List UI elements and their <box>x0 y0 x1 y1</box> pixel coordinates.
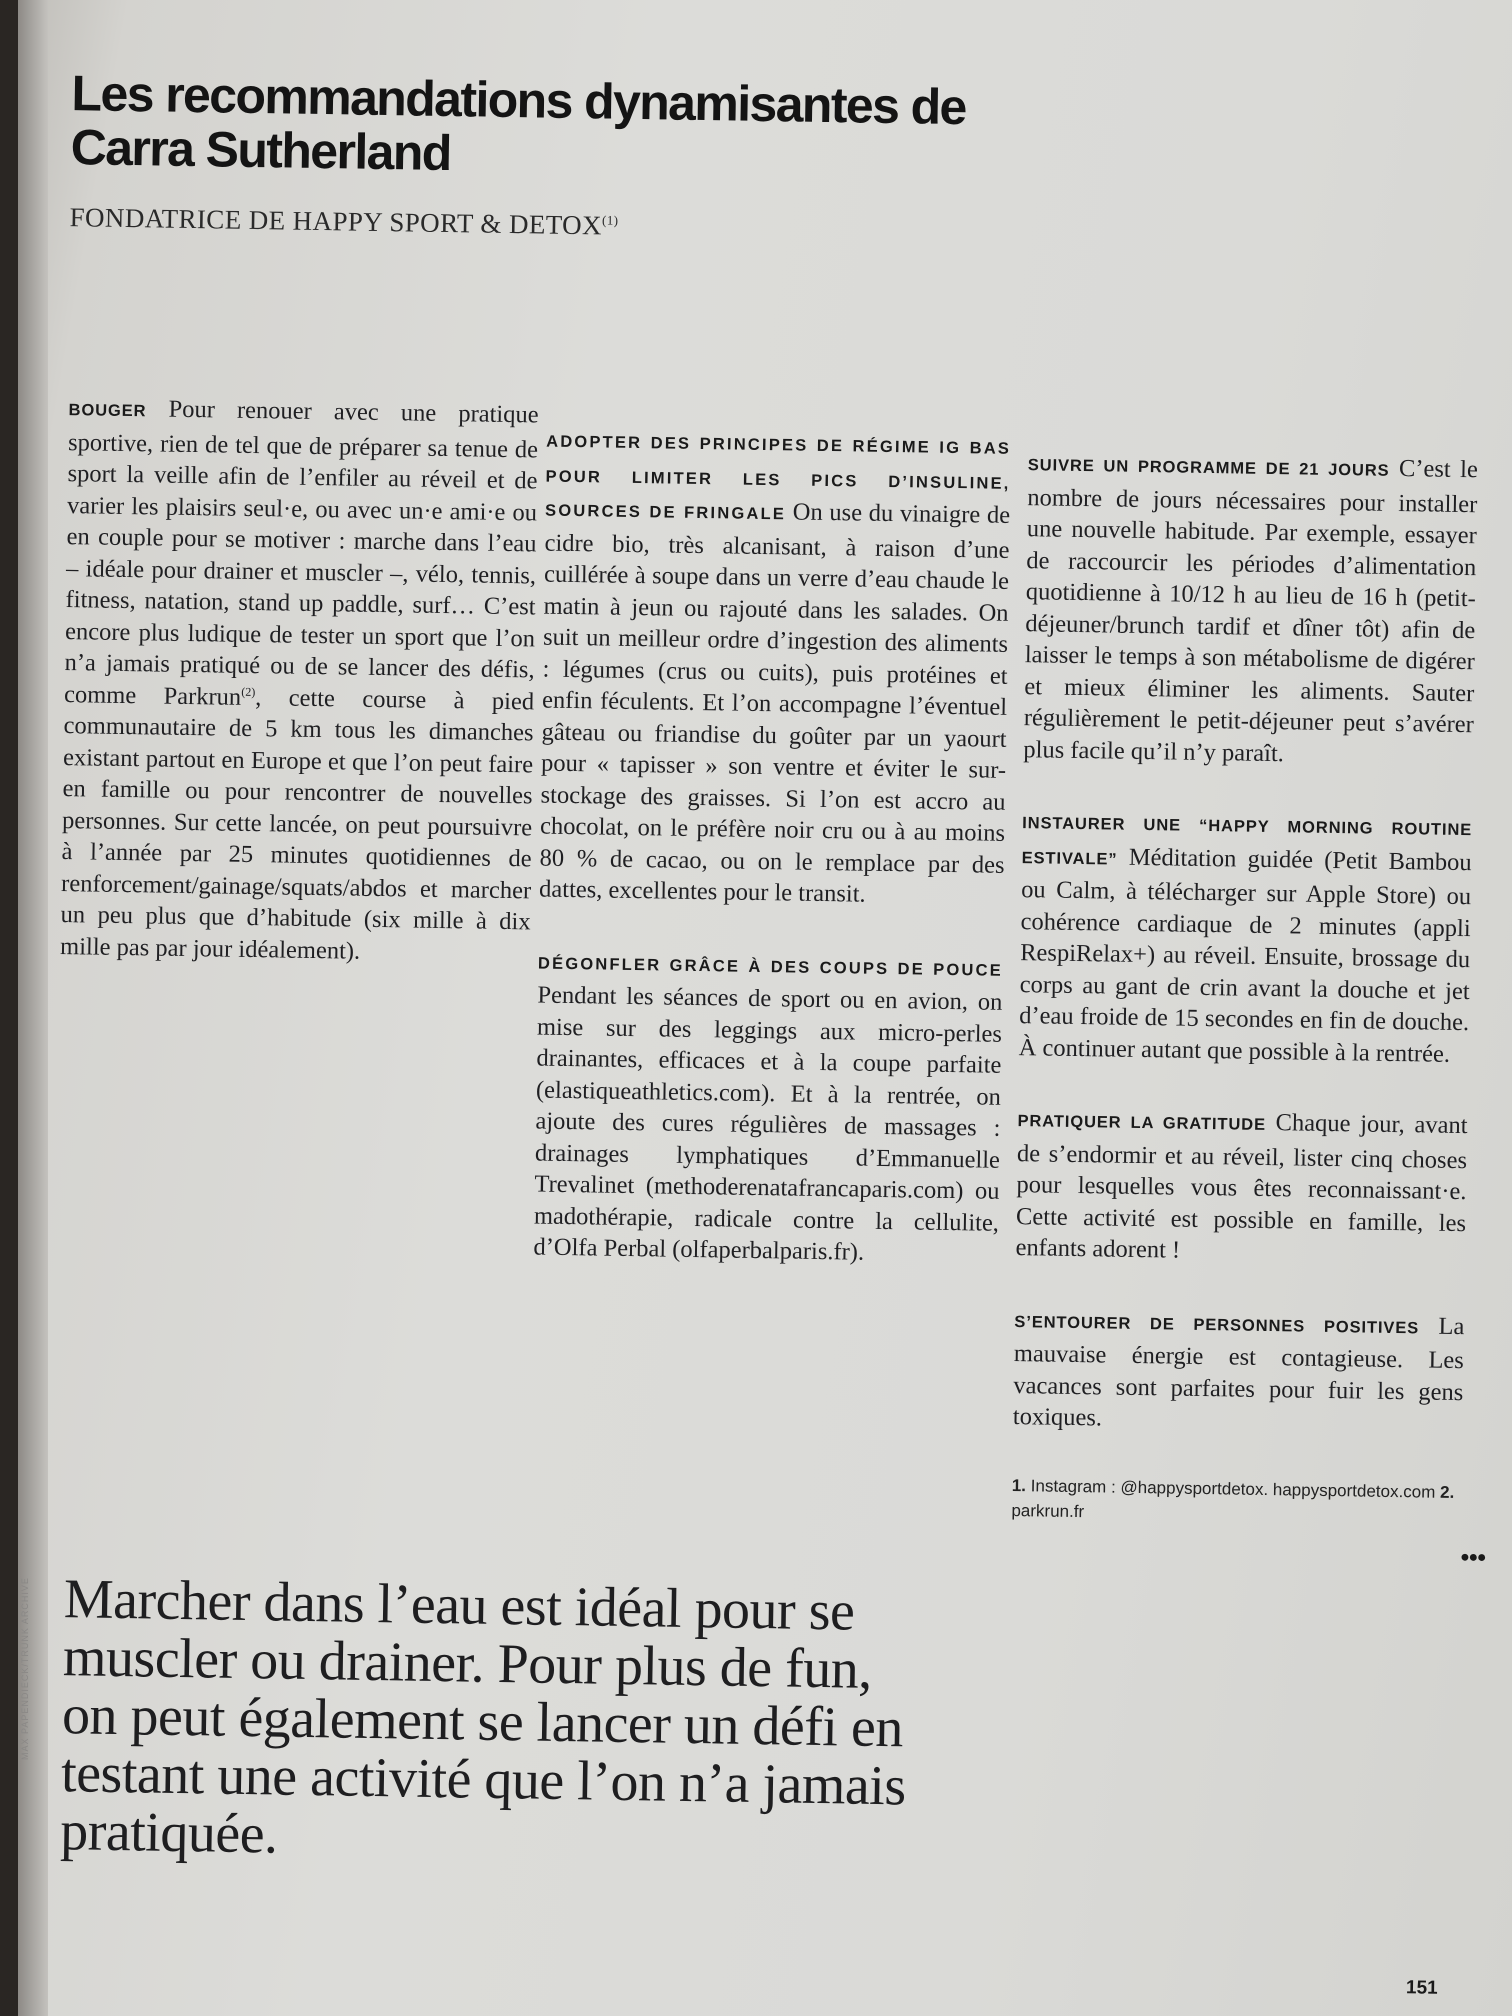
footnotes <box>1011 1473 1462 1530</box>
section-lead: BOUGER <box>68 401 147 421</box>
photo-credit: MAX PAPENDIECK/TRUNK ARCHIVE <box>20 1577 30 1760</box>
section-regime-ig-bas <box>539 424 1012 913</box>
article-subtitle <box>69 202 969 247</box>
section-text: Pour renouer avec une pratique sportive, rien de tel que de préparer sa tenue de sport la veille afin de l’enfiler au réveil et de varier les plaisirs seul·e, ou avec un·e ami·e ou en couple pour se motiver : marche dans l’eau – idéale pour drainer et muscler –, vélo, tennis, fitness, natation, stand up paddle, surf… C’est encore plus ludique de tester un sport que l’on n’a jamais pratiqué ou de se lancer des défis, comme Parkrun <box>63 395 539 711</box>
section-text: Chaque jour, avant de s’endormir et au réveil, lister cinq choses pour lesquelles vous êtes reconnaissant·e. Cette activité est possible en famille, les enfants adorent ! <box>1015 1108 1468 1264</box>
section-programme-21-jours <box>1023 447 1478 772</box>
section-personnes-positives <box>1013 1304 1465 1440</box>
section-text: Méditation guidée (Petit Bambou ou Calm, à télécharger sur Apple Store) ou cohérence cardiaque de 2 minutes (appli RespiRelax+) au réveil. Ensuite, brossage du corps au gant de crin avant la douche et jet d’eau froide de 15 secondes en fin de douche. À continuer autant que possible à la rentrée. <box>1018 843 1472 1068</box>
pull-quote: Marcher dans l’eau est idéal pour se muscler ou drainer. Pour plus de fun, on peut également se lancer un défi en testant une activité que l’on n’a jamais pratiquée. <box>59 1568 907 1866</box>
footnote-text: parkrun.fr <box>1011 1500 1085 1521</box>
section-morning-routine <box>1018 805 1472 1070</box>
section-degonfler <box>533 945 1003 1270</box>
magazine-page <box>18 0 1512 2016</box>
section-lead: DÉGONFLER GRÂCE À DES COUPS DE POUCE <box>537 954 1004 980</box>
section-lead: PRATIQUER LA GRATITUDE <box>1017 1112 1267 1134</box>
section-lead: S’ENTOURER DE PERSONNES POSITIVES <box>1014 1312 1420 1337</box>
subtitle-text: FONDATRICE DE HAPPY SPORT & DETOX <box>69 202 603 241</box>
footnote-number: 2. <box>1439 1482 1455 1502</box>
footnote-marker: (2) <box>241 684 256 699</box>
section-text: C’est le nombre de jours nécessaires pour installer une nouvelle habitude. Par exemple, essayer de raccourcir les périodes d’alimentation quotidienne à 10/12 h au lieu de 16 h (petit-déjeuner/brunch tardif et dîner tôt) afin de laisser le temps à son métabolisme de digérer et mieux éliminer les aliments. Sauter régulièrement le petit-déjeuner peut s’avérer plus facile qu’il n’y paraît. <box>1023 454 1479 767</box>
article <box>36 66 1506 2016</box>
article-headline: Les recommandations dynamisantes de Carra Sutherland <box>70 65 967 182</box>
section-text: , cette course à pied communautaire de 5 km tous les dimanches existant partout en Europe et que l’on peut faire en famille ou pour rencontrer de nouvelles personnes. Sur cette lancée, on peut poursuivre à l’année par 25 minutes quotidiennes de renforcement/gainage/squats/abdos et marcher un peu plus que d’habitude (six mille à dix mille pas par jour idéalement). <box>59 683 535 965</box>
column-1 <box>59 392 539 1009</box>
column-2 <box>533 424 1012 1311</box>
section-text: Pendant les séances de sport ou en avion, on mise sur des leggings aux micro-perles drainantes, efficaces et à la coupe parfaite (elastiqueathletics.com). Et à la rentrée, on ajoute des cures régulières de massages : drainages lymphatiques d’Emmanuelle Trevalinet (methoderenatafrancaparis.com) ou madothérapie, radicale contre la cellulite, d’Olfa Perbal (olfaperbalparis.fr). <box>533 981 1003 1266</box>
section-lead: SUIVRE UN PROGRAMME DE 21 JOURS <box>1027 456 1390 480</box>
subtitle-footnote-marker: (1) <box>601 212 619 228</box>
footnote-text: Instagram : @happysportdetox. happysportdetox.com <box>1025 1475 1441 1502</box>
column-3 <box>1011 447 1478 1569</box>
section-gratitude <box>1015 1103 1467 1271</box>
section-text: La mauvaise énergie est contagieuse. Les vacances sont parfaites pour fuir les gens toxiques. <box>1012 1311 1465 1432</box>
continued-marker: ••• <box>1460 1544 1487 1572</box>
page-number: 151 <box>1405 1977 1438 1999</box>
section-text: On use du vinaigre de cidre bio, très alcanisant, à raison d’une cuillérée à soupe dans un verre d’eau chaude le matin à jeun ou rajouté dans les salades. On suit un meilleur ordre d’ingestion des aliments : légumes (crus ou cuits), puis protéines et enfin féculents. Et l’on accompagne l’éventuel gâteau ou friandise du goûter par un yaourt pour « tapisser » son ventre et éviter le sur-stockage des graisses. Si l’on est accro au chocolat, on le préfère noir cru ou à au moins 80 % de cacao, ou on le remplace par des dattes, excellentes pour le transit. <box>538 498 1011 908</box>
footnote-number: 1. <box>1011 1475 1027 1495</box>
section-lead: ADOPTER DES PRINCIPES DE RÉGIME IG BAS POUR LIMITER LES PICS D’INSULINE, SOURCES DE FRINGALE <box>544 432 1012 524</box>
section-bouger <box>60 392 539 969</box>
section-lead: INSTAURER UNE “HAPPY MORNING ROUTINE ESTIVALE” <box>1021 814 1473 869</box>
